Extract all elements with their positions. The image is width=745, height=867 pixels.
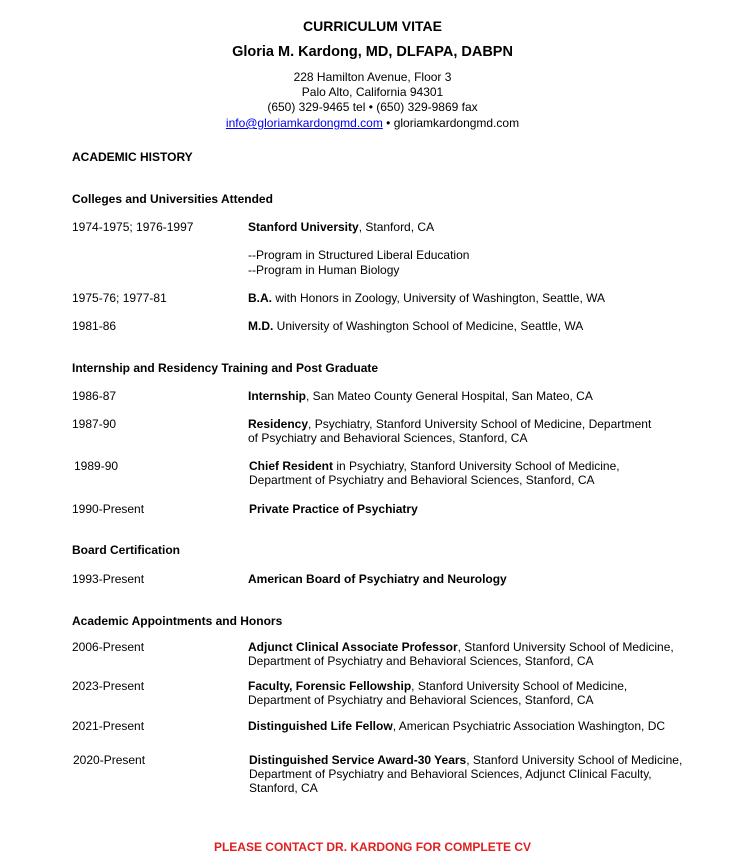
entry-text [249,502,418,516]
entry-date: 1974-1975; 1976-1997 [72,220,194,234]
contact-notice: PLEASE CONTACT DR. KARDONG FOR COMPLETE CV [213,840,532,854]
board-heading: Board Certification [72,543,181,557]
entry-rest: , Stanford, CA [358,220,435,234]
entry-rest: , American Psychiatric Association Washington, DC [392,719,666,733]
contact-line [0,116,745,131]
entry-line-2: Department of Psychiatry and Behavioral Sciences, Stanford, CA [248,693,594,707]
contact-separator: • [382,116,394,130]
entry-text [248,319,583,333]
entry-rest: University of Washington School of Medicine, Seattle, WA [273,319,584,333]
entry-rest: , Stanford University School of Medicine, [457,640,674,654]
entry-date: 1989-90 [74,459,119,473]
entry-line-2: Department of Psychiatry and Behavioral Sciences, Adjunct Clinical Faculty, [249,767,652,781]
phone-fax: (650) 329-9465 tel • (650) 329-9869 fax [267,100,478,114]
entry-rest: in Psychiatry, Stanford University School of Medicine, [333,459,620,473]
entry-text [249,753,682,767]
entry-bold: Stanford University [248,220,359,234]
entry-text [248,719,665,733]
entry-line-2: of Psychiatry and Behavioral Sciences, Stanford, CA [248,431,528,445]
internship-heading: Internship and Residency Training and Post Graduate [72,361,379,375]
entry-bold: Distinguished Life Fellow [248,719,393,733]
entry-date: 1975-76; 1977-81 [72,291,167,305]
entry-date: 1987-90 [72,417,117,431]
entry-bold: Faculty, Forensic Fellowship [248,679,412,693]
address-line-1: 228 Hamilton Avenue, Floor 3 [293,70,452,84]
website-text: gloriamkardongmd.com [393,116,520,130]
entry-date: 2023-Present [72,679,145,693]
colleges-heading: Colleges and Universities Attended [72,192,273,206]
entry-text [248,572,507,586]
entry-bold: Distinguished Service Award-30 Years [249,753,467,767]
academic-history-heading: ACADEMIC HISTORY [72,150,193,164]
address-line-2: Palo Alto, California 94301 [301,85,444,99]
entry-bold: American Board of Psychiatry and Neurology [248,572,507,586]
entry-rest: , San Mateo County General Hospital, San Mateo, CA [306,389,593,403]
program-line-2: --Program in Human Biology [248,263,400,277]
entry-rest: , Psychiatry, Stanford University School of Medicine, Department [308,417,652,431]
entry-rest: , Stanford University School of Medicine, [466,753,683,767]
entry-bold: Internship [248,389,307,403]
entry-line-3: Stanford, CA [249,781,318,795]
entry-line-2: Department of Psychiatry and Behavioral Sciences, Stanford, CA [248,654,594,668]
entry-date: 2020-Present [73,753,146,767]
entry-text [249,459,620,473]
entry-text [248,220,434,234]
entry-text [248,291,605,305]
entry-text [248,417,651,431]
entry-date: 1981-86 [72,319,117,333]
author-name: Gloria M. Kardong, MD, DLFAPA, DABPN [232,44,513,60]
entry-bold: Adjunct Clinical Associate Professor [248,640,458,654]
entry-bold: B.A. [248,291,272,305]
entry-text [248,679,627,693]
entry-bold: M.D. [248,319,274,333]
entry-bold: Private Practice of Psychiatry [249,502,418,516]
entry-date: 1990-Present [72,502,145,516]
entry-rest: , Stanford University School of Medicine, [411,679,628,693]
entry-bold: Chief Resident [249,459,334,473]
document-title: CURRICULUM VITAE [303,18,442,34]
entry-text [248,389,593,403]
entry-date: 2006-Present [72,640,145,654]
email-link[interactable]: info@gloriamkardongmd.com [225,116,383,130]
program-line-1: --Program in Structured Liberal Education [248,248,470,262]
entry-date: 2021-Present [72,719,145,733]
entry-date: 1986-87 [72,389,117,403]
entry-date: 1993-Present [72,572,145,586]
entry-rest: with Honors in Zoology, University of Washington, Seattle, WA [272,291,606,305]
entry-line-2: Department of Psychiatry and Behavioral Sciences, Stanford, CA [249,473,595,487]
appointments-heading: Academic Appointments and Honors [72,614,283,628]
entry-bold: Residency [248,417,309,431]
entry-text [248,640,674,654]
